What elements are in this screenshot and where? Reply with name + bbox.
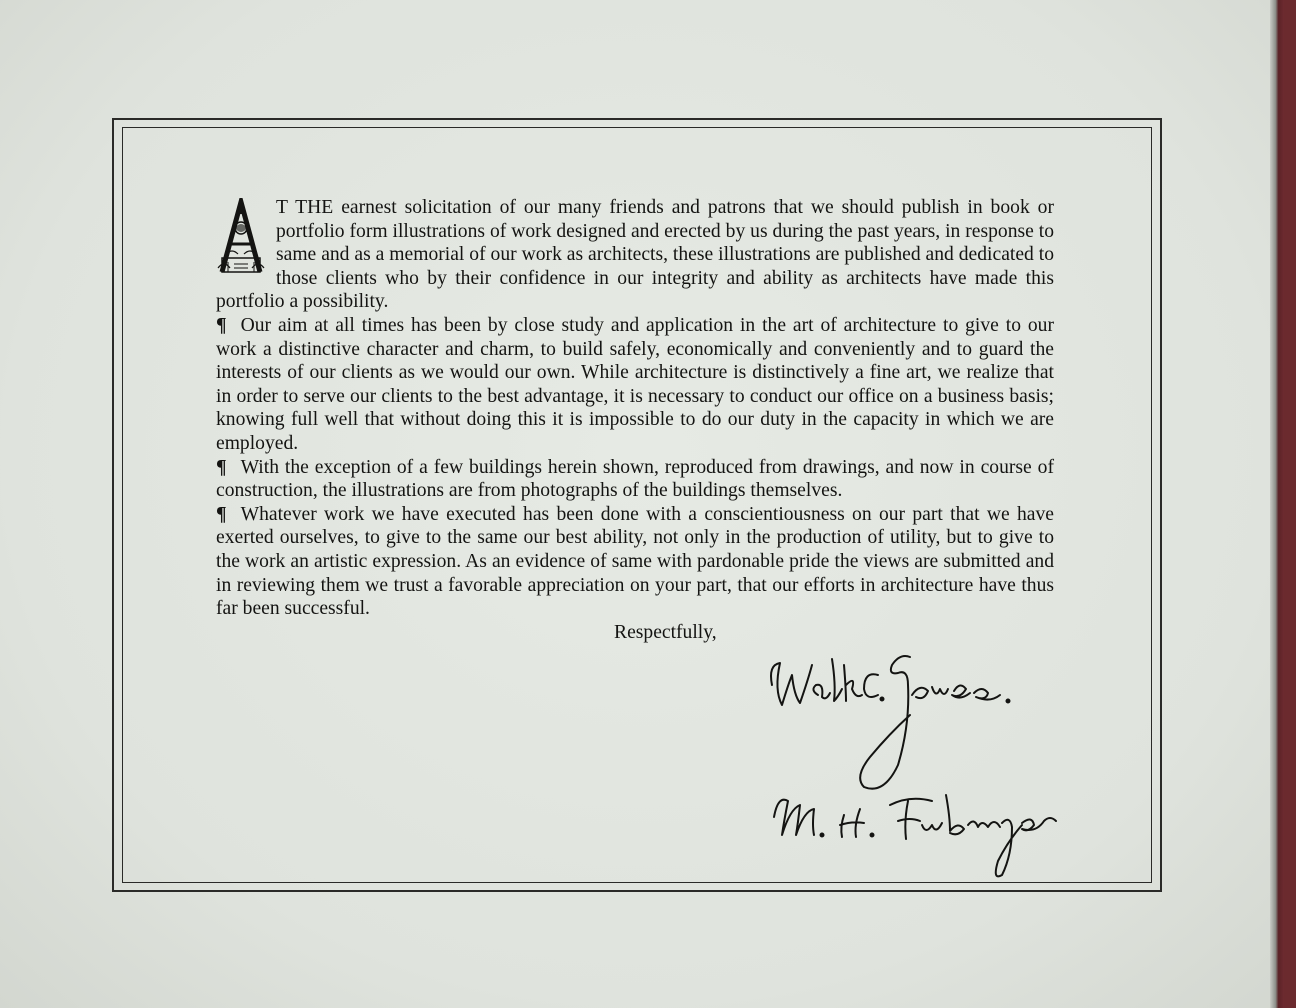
paragraph-aims: [216, 314, 1054, 456]
paragraph-work-text: Whatever work we have executed has been done with a conscientiousness on our part that we have exerted ourselves, to give to the same our best ability, not only in the production of utility, but to give to the work an artistic expression. As an evidence of same with pardonable pride the views are submitted and in reviewing them we trust a favorable appreciation on your part, that our efforts in architecture have thus far been successful.: [216, 503, 1054, 620]
handwritten-signatures: [760, 645, 1060, 880]
paragraph-aims-text: Our aim at all times has been by close study and application in the art of architecture to give to our work a distinctive character and charm, to build safely, economically and conveniently and to guard the interests of our clients as we would our own. While architecture is distinctively a fine art, we realize that in order to serve our clients to the best advantage, it is necessary to conduct our office on a business basis; knowing full well that without doing this it is impossible to do our duty in the capacity in which we are employed.: [216, 314, 1054, 454]
closing-salutation: Respectfully,: [614, 621, 717, 643]
pilcrow-mark: ¶: [216, 456, 227, 478]
paragraph-work: [216, 503, 1054, 621]
signature-walk-c-jones: [771, 656, 1010, 789]
intro-text: earnest solicitation of our many friends and patrons that we should publish in book or portfolio form illustrations of work designed and erected by us during the past years, in response to same and as a memorial of our work as architects, these illustrations are published and dedicated to those clients who by their confidence in our integrity and ability as architects have made this portfolio a possibility.: [216, 197, 1054, 313]
binding-edge: [1270, 0, 1284, 1008]
intro-paragraph: [216, 196, 1054, 314]
intro-lead-words: T THE: [276, 197, 334, 218]
signature-m-h-furbringer: [774, 795, 1056, 876]
pilcrow-mark: ¶: [216, 503, 227, 525]
ornamental-dropcap-a-icon: [216, 198, 266, 276]
paragraph-exception: [216, 456, 1054, 503]
paragraph-exception-text: With the exception of a few buildings herein shown, reproduced from drawings, and now in course of construction, the illustrations are from photographs of the buildings themselves.: [216, 456, 1054, 502]
pilcrow-mark: ¶: [216, 314, 227, 336]
dedication-letter: [216, 196, 1054, 644]
